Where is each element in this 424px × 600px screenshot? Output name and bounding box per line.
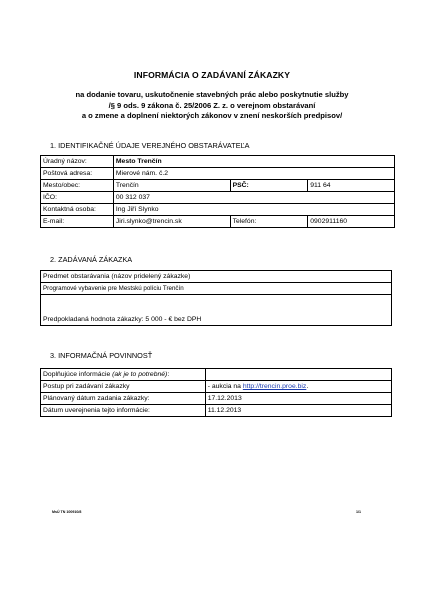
planned-label: Plánovaný dátum zadania zákazky: bbox=[41, 393, 206, 405]
procedure-label: Postup pri zadávaní zákazky bbox=[41, 381, 206, 393]
table-row bbox=[41, 271, 392, 283]
procedure-suffix: . bbox=[306, 383, 309, 390]
planned-value: 17.12.2013 bbox=[205, 393, 391, 405]
table-row bbox=[41, 156, 395, 168]
address-label: Poštová adresa: bbox=[41, 168, 114, 180]
address-value: Mierové nám. č.2 bbox=[113, 168, 394, 180]
procedure-prefix: - aukcia na bbox=[207, 383, 241, 390]
fill-note-cell bbox=[41, 369, 206, 381]
contact-label: Kontaktná osoba: bbox=[41, 204, 114, 216]
procedure-value bbox=[205, 381, 391, 393]
city-label: Mesto/obec: bbox=[41, 180, 114, 192]
name-label: Úradný názov: bbox=[41, 156, 114, 168]
contracting-authority-table bbox=[40, 155, 395, 228]
table-row bbox=[41, 192, 395, 204]
email-value: Jiri.slynko@trencin.sk bbox=[113, 216, 230, 228]
table-row bbox=[41, 369, 392, 381]
table-row bbox=[41, 204, 395, 216]
published-value: 11.12.2013 bbox=[205, 405, 391, 417]
document-title: INFORMÁCIA O ZADÁVANÍ ZÁKAZKY bbox=[133, 70, 291, 80]
table-row bbox=[41, 393, 392, 405]
city-value: Trenčín bbox=[113, 180, 230, 192]
email-label: E-mail: bbox=[41, 216, 114, 228]
ico-label: IČO: bbox=[41, 192, 114, 204]
table-row bbox=[41, 381, 392, 393]
table-row bbox=[41, 180, 395, 192]
section-1-heading: 1. IDENTIFIKAČNÉ ÚDAJE VEREJNÉHO OBSTARÁVATEĽA bbox=[50, 141, 250, 150]
information-duty-table bbox=[40, 368, 392, 417]
section-2-heading: 2. ZADÁVANÁ ZÁKAZKA bbox=[50, 255, 133, 264]
psc-label: PSČ: bbox=[230, 180, 308, 192]
published-label: Dátum uverejnenia tejto informácie: bbox=[41, 405, 206, 417]
estimated-value: Predpokladaná hodnota zákazky: 5 000 - € bez DPH bbox=[41, 295, 392, 326]
name-value: Mesto Trenčín bbox=[113, 156, 394, 168]
ico-value: 00 312 037 bbox=[113, 192, 394, 204]
subtitle-line-2: /§ 9 ods. 9 zákona č. 25/2006 Z. z. o verejnom obstarávaní bbox=[108, 100, 316, 110]
fill-note-italic: (ak je to potrebné) bbox=[112, 371, 168, 378]
footer-document-code: MsÚ TN 100910/8 bbox=[52, 510, 82, 514]
fill-note-text: Doplňujúce informácie bbox=[43, 371, 111, 378]
psc-value: 911 64 bbox=[308, 180, 395, 192]
phone-value: 0902911160 bbox=[308, 216, 395, 228]
document-subtitle bbox=[0, 90, 424, 122]
subtitle-line-1: na dodanie tovaru, uskutočnenie stavebných prác alebo poskytnutie služby bbox=[75, 90, 349, 99]
table-row bbox=[41, 283, 392, 295]
table-row bbox=[41, 216, 395, 228]
footer-page-number: 1/1 bbox=[356, 510, 361, 514]
phone-label: Telefón: bbox=[230, 216, 308, 228]
table-row bbox=[41, 295, 392, 326]
subject-label: Predmet obstarávania (názov pridelený zákazke) bbox=[41, 271, 392, 283]
subject-value: Programové vybavenie pre Mestskú políciu Trenčín bbox=[41, 283, 392, 295]
contact-value: Ing Jiří Slynko bbox=[113, 204, 394, 216]
table-row bbox=[41, 168, 395, 180]
fill-note-end: : bbox=[167, 371, 170, 378]
subtitle-line-3: a o zmene a doplnení niektorých zákonov v znení neskorších predpisov/ bbox=[81, 111, 343, 121]
contract-table bbox=[40, 270, 392, 326]
fill-note-value bbox=[205, 369, 391, 381]
table-row bbox=[41, 405, 392, 417]
auction-link[interactable]: http://trencin.proe.biz bbox=[242, 383, 307, 390]
section-3-heading: 3. INFORMAČNÁ POVINNOSŤ bbox=[50, 351, 153, 360]
